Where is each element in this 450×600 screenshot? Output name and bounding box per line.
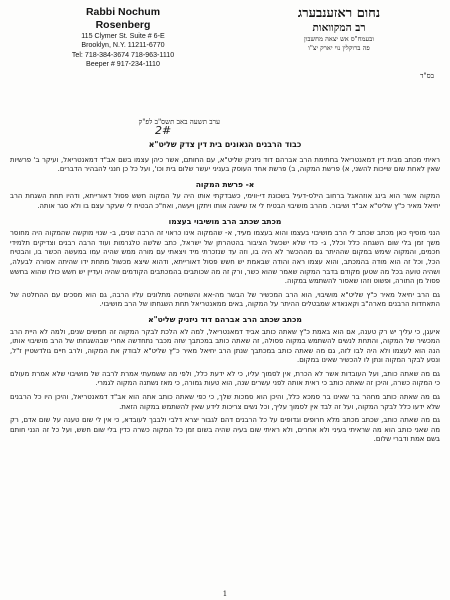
author-line-hebrew: ובעמח"ס אש יצאה מחשבון	[303, 35, 375, 43]
rabbi-title-hebrew: רב המקוואות	[312, 22, 366, 34]
page-number: 1	[222, 590, 228, 598]
paragraph-2: המקוה אשר הוא בינג אוזהאגל ברחוב הילס-דעיל בשכונת די-ווימי, כשבדקתי אותו היה על המקוה חשש פסול דאורייתא, ודהיו תחת השגחת הרב יחיאל מאיר כ"ץ שליט"א אב"ד ושיבור. מהרב מושיבוי הבטיח לי אז שישנה אותו ויתקן ויעשה, ואח"כ הבטיח לי שעקר עצם בו ולא סגר אותה.	[10, 192, 440, 210]
letter-body	[10, 134, 440, 449]
letterhead-hebrew	[264, 6, 414, 53]
heading-letter-of-rabbi-niznik: מכתב שכתב הרב אברהם דוד ניזניק שליט"א	[148, 314, 302, 324]
letterhead-english	[64, 6, 182, 69]
address-line-1: 115 Clymer St. Suite # 6-E	[81, 32, 165, 40]
beeper-number: Beeper # 917-234-1110	[86, 59, 160, 68]
paragraph-6: גם מה שאתה כותב, ועל העובדות אשר לא הכרת, אין לסמוך עליו, כי לא ידעת כלל, ולפי מה ששמעתי אמרת לרבה של מושיבוי שלא אמרת מעולם כי המקוה כשרה, והיכן זה שאתה כותב כי ראית אותה לפני עשרים שנה, הוא טעות גמורה, כי מאז נשתנה המקוה לגמרי.	[10, 369, 440, 388]
rabbi-name-hebrew: נחום ראזענבערג	[297, 6, 381, 21]
heading-letter-of-rabbi: מכתב שכתב הרב מושיבוי בעצמו	[168, 216, 282, 226]
heading-mikveh-matter: א- פרשת המקוה	[195, 179, 255, 189]
paragraph-3: הנני מוסיף כאן מכתב שכתב לי הרב מושיבוי בעצמו והוא בעצמו מעיד, א- שהמקוה אינו כראוי זה הרבה שנים, ב- שנוי מוקשה שהמקוה היה מחוסר משך זמן בלי שום השגחה כלל וכלל, ג- כדי שלא ישכשל הציבור בהטהרתן של ישראל, כתב שלשה טלגרמות ועוד הרבה רבנים וצדיקים תלמידי חכמים, והמקוה שימש במקום שההיתר גם מההכשר לא היה בו, וזה עד שנזכרתי מיד ויצאתי עם מורה ממש שהיה עמו במעשה הכשר בו, והבטיח הכל, וכל זה הוא מודה בהמכתב, והוא עצמו ראה והודה שבאמת יש חשש פסול דאורייתא, ודהוא שיצא מכשול מתחת ידו שהיתה אסורה לבעלה, ושהיה טועה בכל מה שטען מקודם בדבר המקוה שאמר שהוא כשר, ורק זה מה שכותבים בהמכתבים הקודמים שהיה ועדיין יש חשש כולו שהוא בחשש פסול מן התורה, ופשוט וזהו שאסור להשתמש במקוה.	[10, 229, 440, 286]
paragraph-7: גם מה שאתה כותב מחהר בר שאינו בר סמכא כלל, והיכן הוא סמכות שלך, כי כפי שאתה כותב אתה הוא אב"ד דמאנטריאל, והיכן היו כל הרבנים שלא ידעו כלל לבקר המקוה, ועל זה לבד אין לסמוך עליך, וכל נשים צריכות לידע שאין להשתמש במקוה הזאת.	[10, 393, 440, 411]
phone-numbers: Tel: 718-384-3674 718-963-1110	[71, 50, 175, 59]
paragraph-8: גם מה שאתה כותב, שכתב מכתב מלא חרופים וגדופים על כל הרבנים דהם לגבור יצרא דלבי ולבבך לעובדא, כי אין לי שום טענה על שום אדם, רק מה שאני כותב הוא מה שראיתי בעיני ולא אחרים, ולא ראיתי שום בעיה שהיה בשום זמן כל המקוה כשרה כדין בלי שום חשש, ועל כל זה הנני חותם בשם אמת ודברי שלום.	[10, 416, 440, 444]
location-line-hebrew: פה ברוקלין נוי יארק יצ"ו	[308, 44, 370, 52]
bsd-mark: בס"ד	[420, 72, 434, 80]
rabbi-name-english: Rabbi Nochum Rosenberg	[85, 6, 161, 31]
greeting: כבוד הרבנים הגאונים בית דין צדק שליט"א	[148, 140, 302, 149]
paragraph-5: איעגן, כי עליך יש רק טענה, אם הוא באמת כ"ץ שאתה כותב אביד דמאנטריאל, למה לא הלכת לבקר המקוה זה חמשים שנים, ולמה לא היית הרב המכשיר של המקוה, והתחת לנשים להשתמש במקוה פסולה, זה שאתה כותב במכתבך שזה מכבר נתחדשה אחרי שבהשגחתו של הרב מושיבוי אותו, הנה הוא לעצמו ולא היה לבו לזה, גם מה שאתה כותב במכתבך שנתן הרב יחיאל מאיר כ"ץ שליט"א לבודק את המקוה, ולרב חיים גולדשטיין ז"ל, ונסע לבקר המקוה ונתן לו להכשיר שאינו במקום.	[10, 327, 440, 365]
date-line: ערב תשעה באב תשס"ב לפ"ק	[138, 118, 220, 126]
handwritten-number: 2#	[155, 124, 172, 137]
address-line-2: Brooklyn, N.Y. 11211-6770	[81, 41, 165, 50]
paragraph-1: ראיתי מכתב מבית דין דמאנטריאל בחתימת הרב אברהם דוד ניזניק שליט"א, עם החותם, אשר כיהן עצמו בשם אב"ד דמאנטריאל, ועיקר ב' פרשיות שאין לאחת שום שייכות להשני, א) פרשת המקוה, ב) פרשת אחד העוסק בעניני יעשר שלום בית וכו', ועל כל כן חנני להבהיר הדברים.	[10, 155, 440, 174]
paragraph-4: גם הרב יחיאל מאיר כ"ץ שליט"א מושיבוי, הוא הרב המכשיר של הבשר מה-אא והשחיטה מתלונים עליו הרבה, גם הוא מסכים עם ההחלטה של התאחדות הרבנים מארה"ב וקאנאדא שמבטלים ההיתר על המקוה, באים ממאנטריאל תחת השגחתו של הרב מושיבוי.	[10, 290, 440, 309]
